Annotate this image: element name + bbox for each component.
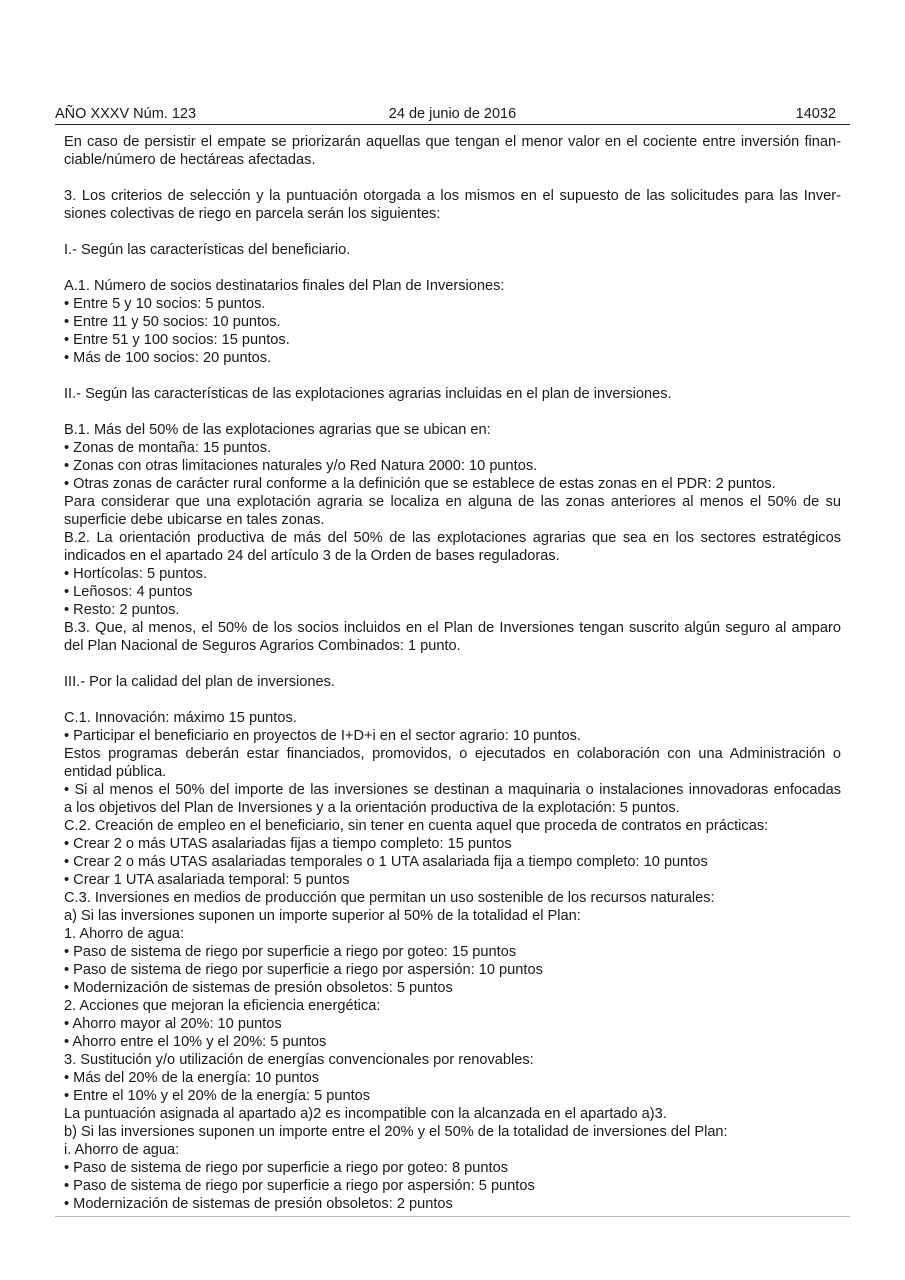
criterion-title: C.3. Inversiones en medios de producción que permitan un uso sostenible de los recursos naturales: <box>64 890 715 906</box>
paragraph-line: del Plan Nacional de Seguros Agrarios Combinados: 1 punto. <box>64 638 461 654</box>
paragraph-line: indicados en el apartado 24 del artículo 3 de la Orden de bases reguladoras. <box>64 548 560 564</box>
paragraph-line: La puntuación asignada al apartado a)2 es incompatible con la alcanzada en el apartado a)3. <box>64 1106 667 1122</box>
document-body <box>64 133 841 1213</box>
list-item: • Ahorro entre el 10% y el 20%: 5 puntos <box>64 1034 327 1050</box>
paragraph-line: Estos programas deberán estar financiados, promovidos, o ejecutados en colaboración con una Administración o <box>64 746 841 762</box>
criterion-title: B.3. Que, al menos, el 50% de los socios incluidos en el Plan de Inversiones tengan suscrito algún seguro al amparo <box>64 620 841 636</box>
page-number: 14032 <box>795 106 836 122</box>
subcriterion-title: 1. Ahorro de agua: <box>64 926 185 942</box>
list-item: • Participar el beneficiario en proyectos de I+D+i en el sector agrario: 10 puntos. <box>64 728 581 744</box>
list-item: • Paso de sistema de riego por superficie a riego por aspersión: 5 puntos <box>64 1178 535 1194</box>
list-item: • Entre el 10% y el 20% de la energía: 5 puntos <box>64 1088 371 1104</box>
list-item: • Hortícolas: 5 puntos. <box>64 566 208 582</box>
bulletin-date: 24 de junio de 2016 <box>388 106 517 122</box>
list-item: • Zonas con otras limitaciones naturales y/o Red Natura 2000: 10 puntos. <box>64 458 538 474</box>
list-item: • Entre 11 y 50 socios: 10 puntos. <box>64 314 281 330</box>
page-header <box>55 105 850 125</box>
section-heading: II.- Según las características de las explotaciones agrarias incluidas en el plan de inversiones. <box>64 386 672 402</box>
blank-line <box>64 403 841 421</box>
list-item: • Si al menos el 50% del importe de las inversiones se destinan a maquinaria o instalaciones innovadoras enfocadas <box>64 782 841 798</box>
list-item: • Paso de sistema de riego por superficie a riego por aspersión: 10 puntos <box>64 962 543 978</box>
list-item: • Más de 100 socios: 20 puntos. <box>64 350 272 366</box>
list-item: • Resto: 2 puntos. <box>64 602 180 618</box>
list-item: • Otras zonas de carácter rural conforme a la definición que se establece de estas zonas en el PDR: 2 puntos. <box>64 476 776 492</box>
section-heading: I.- Según las características del beneficiario. <box>64 242 351 258</box>
criterion-title: B.1. Más del 50% de las explotaciones agrarias que se ubican en: <box>64 422 491 438</box>
list-item: • Crear 1 UTA asalariada temporal: 5 puntos <box>64 872 350 888</box>
paragraph-line: a los objetivos del Plan de Inversiones y a la orientación productiva de la explotación: 5 puntos. <box>64 800 680 816</box>
paragraph-line: En caso de persistir el empate se priorizarán aquellas que tengan el menor valor en el cociente entre inversión finan- <box>64 134 841 150</box>
bulletin-issue: AÑO XXXV Núm. 123 <box>55 106 197 122</box>
list-item: • Ahorro mayor al 20%: 10 puntos <box>64 1016 282 1032</box>
blank-line <box>64 259 841 277</box>
list-item: • Modernización de sistemas de presión obsoletos: 2 puntos <box>64 1196 453 1212</box>
criterion-title: B.2. La orientación productiva de más del 50% de las explotaciones agrarias que sea en los sectores estratégicos <box>64 530 841 546</box>
blank-line <box>64 691 841 709</box>
subcriterion-title: i. Ahorro de agua: <box>64 1142 180 1158</box>
subcriterion-title: 3. Sustitución y/o utilización de energías convencionales por renovables: <box>64 1052 534 1068</box>
list-item: • Paso de sistema de riego por superficie a riego por goteo: 8 puntos <box>64 1160 508 1176</box>
criterion-title: C.1. Innovación: máximo 15 puntos. <box>64 710 297 726</box>
blank-line <box>64 655 841 673</box>
blank-line <box>64 367 841 385</box>
list-item: • Leñosos: 4 puntos <box>64 584 193 600</box>
list-item: • Más del 20% de la energía: 10 puntos <box>64 1070 319 1086</box>
blank-line <box>64 223 841 241</box>
subcriterion-title: b) Si las inversiones suponen un importe entre el 20% y el 50% de la totalidad de inversiones del Plan: <box>64 1124 728 1140</box>
list-item: • Entre 51 y 100 socios: 15 puntos. <box>64 332 290 348</box>
paragraph-line: 3. Los criterios de selección y la puntuación otorgada a los mismos en el supuesto de las solicitudes para las Inver- <box>64 188 841 204</box>
criterion-title: C.2. Creación de empleo en el beneficiario, sin tener en cuenta aquel que proceda de contratos en prácticas: <box>64 818 769 834</box>
paragraph-line: superficie debe ubicarse en tales zonas. <box>64 512 325 528</box>
criterion-title: A.1. Número de socios destinatarios finales del Plan de Inversiones: <box>64 278 505 294</box>
blank-line <box>64 169 841 187</box>
list-item: • Entre 5 y 10 socios: 5 puntos. <box>64 296 266 312</box>
list-item: • Modernización de sistemas de presión obsoletos: 5 puntos <box>64 980 453 996</box>
paragraph-line: Para considerar que una explotación agraria se localiza en alguna de las zonas anteriores al menos el 50% de su <box>64 494 841 510</box>
list-item: • Zonas de montaña: 15 puntos. <box>64 440 272 456</box>
list-item: • Crear 2 o más UTAS asalariadas fijas a tiempo completo: 15 puntos <box>64 836 512 852</box>
header-divider <box>55 124 850 125</box>
list-item: • Crear 2 o más UTAS asalariadas temporales o 1 UTA asalariada fija a tiempo completo: 10 puntos <box>64 854 708 870</box>
list-item: • Paso de sistema de riego por superficie a riego por goteo: 15 puntos <box>64 944 517 960</box>
subcriterion-title: 2. Acciones que mejoran la eficiencia energética: <box>64 998 381 1014</box>
paragraph-line: siones colectivas de riego en parcela serán los siguientes: <box>64 206 441 222</box>
subcriterion-title: a) Si las inversiones suponen un importe superior al 50% de la totalidad el Plan: <box>64 908 581 924</box>
paragraph-line: entidad pública. <box>64 764 167 780</box>
footer-divider <box>55 1216 850 1217</box>
paragraph-line: ciable/número de hectáreas afectadas. <box>64 152 316 168</box>
section-heading: III.- Por la calidad del plan de inversiones. <box>64 674 335 690</box>
